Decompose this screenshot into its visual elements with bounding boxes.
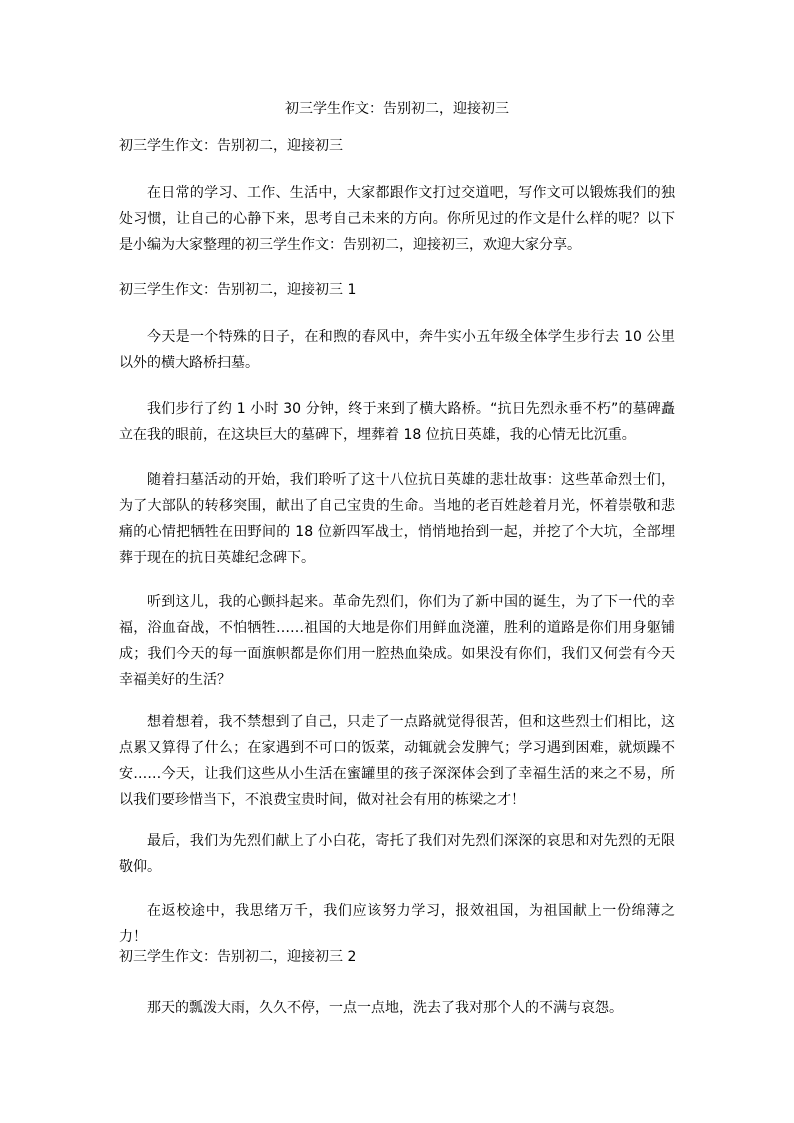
document-subtitle: 初三学生作文：告别初二，迎接初三 — [119, 138, 343, 154]
essay-2-heading: 初三学生作文：告别初二，迎接初三 2 — [119, 949, 357, 965]
essay-1-paragraph-6: 最后，我们为先烈们献上了小白花，寄托了我们对先烈们深深的哀思和对先烈的无限敬仰。 — [119, 833, 675, 875]
essay-2-paragraph-1: 那天的瓢泼大雨，久久不停，一点一点地，洗去了我对那个人的不满与哀怨。 — [147, 1000, 623, 1016]
essay-1-paragraph-1: 今天是一个特殊的日子，在和煦的春风中，奔牛实小五年级全体学生步行去 10 公里以外的横大路桥扫墓。 — [119, 329, 675, 371]
essay-1-paragraph-4: 听到这儿，我的心颤抖起来。革命先烈们，你们为了新中国的诞生，为了下一代的幸福，浴血奋战，不怕牺牲……祖国的大地是你们用鲜血浇灌，胜利的道路是你们用身躯铺成；我们今天的每一面旗帜都是你们用一腔热血染成。如果没有你们，我们又何尝有今天幸福美好的生活？ — [119, 594, 675, 688]
essay-1-paragraph-5: 想着想着，我不禁想到了自己，只走了一点路就觉得很苦，但和这些烈士们相比，这点累又算得了什么；在家遇到不可口的饭菜，动辄就会发脾气；学习遇到困难，就烦躁不安……今天，让我们这些从小生活在蜜罐里的孩子深深体会到了幸福生活的来之不易，所以我们要珍惜当下，不浪费宝贵时间，做对社会有用的栋梁之才！ — [119, 714, 675, 808]
essay-1-paragraph-2: 我们步行了约 1 小时 30 分钟，终于来到了横大路桥。“抗日先烈永垂不朽”的墓碑矗立在我的眼前，在这块巨大的墓碑下，埋葬着 18 位抗日英雄，我的心情无比沉重。 — [119, 401, 675, 443]
essay-1-paragraph-7: 在返校途中，我思绪万千，我们应该努力学习，报效祖国，为祖国献上一份绵薄之力！ — [119, 903, 675, 945]
essay-1-paragraph-3: 随着扫墓活动的开始，我们聆听了这十八位抗日英雄的悲壮故事：这些革命烈士们，为了大部队的转移突围，献出了自己宝贵的生命。当地的老百姓趁着月光，怀着崇敬和悲痛的心情把牺牲在田野间的 18 位新四军战士，悄悄地抬到一起，并挖了个大坑，全部埋葬于现在的抗日英雄纪念碑下。 — [119, 472, 675, 566]
intro-paragraph: 在日常的学习、工作、生活中，大家都跟作文打过交道吧，写作文可以锻炼我们的独处习惯，让自己的心静下来，思考自己未来的方向。你所见过的作文是什么样的呢？以下是小编为大家整理的初三学生作文：告别初二，迎接初三，欢迎大家分享。 — [119, 185, 675, 253]
document-title: 初三学生作文：告别初二，迎接初三 — [285, 101, 509, 117]
essay-1-heading: 初三学生作文：告别初二，迎接初三 1 — [119, 282, 357, 298]
